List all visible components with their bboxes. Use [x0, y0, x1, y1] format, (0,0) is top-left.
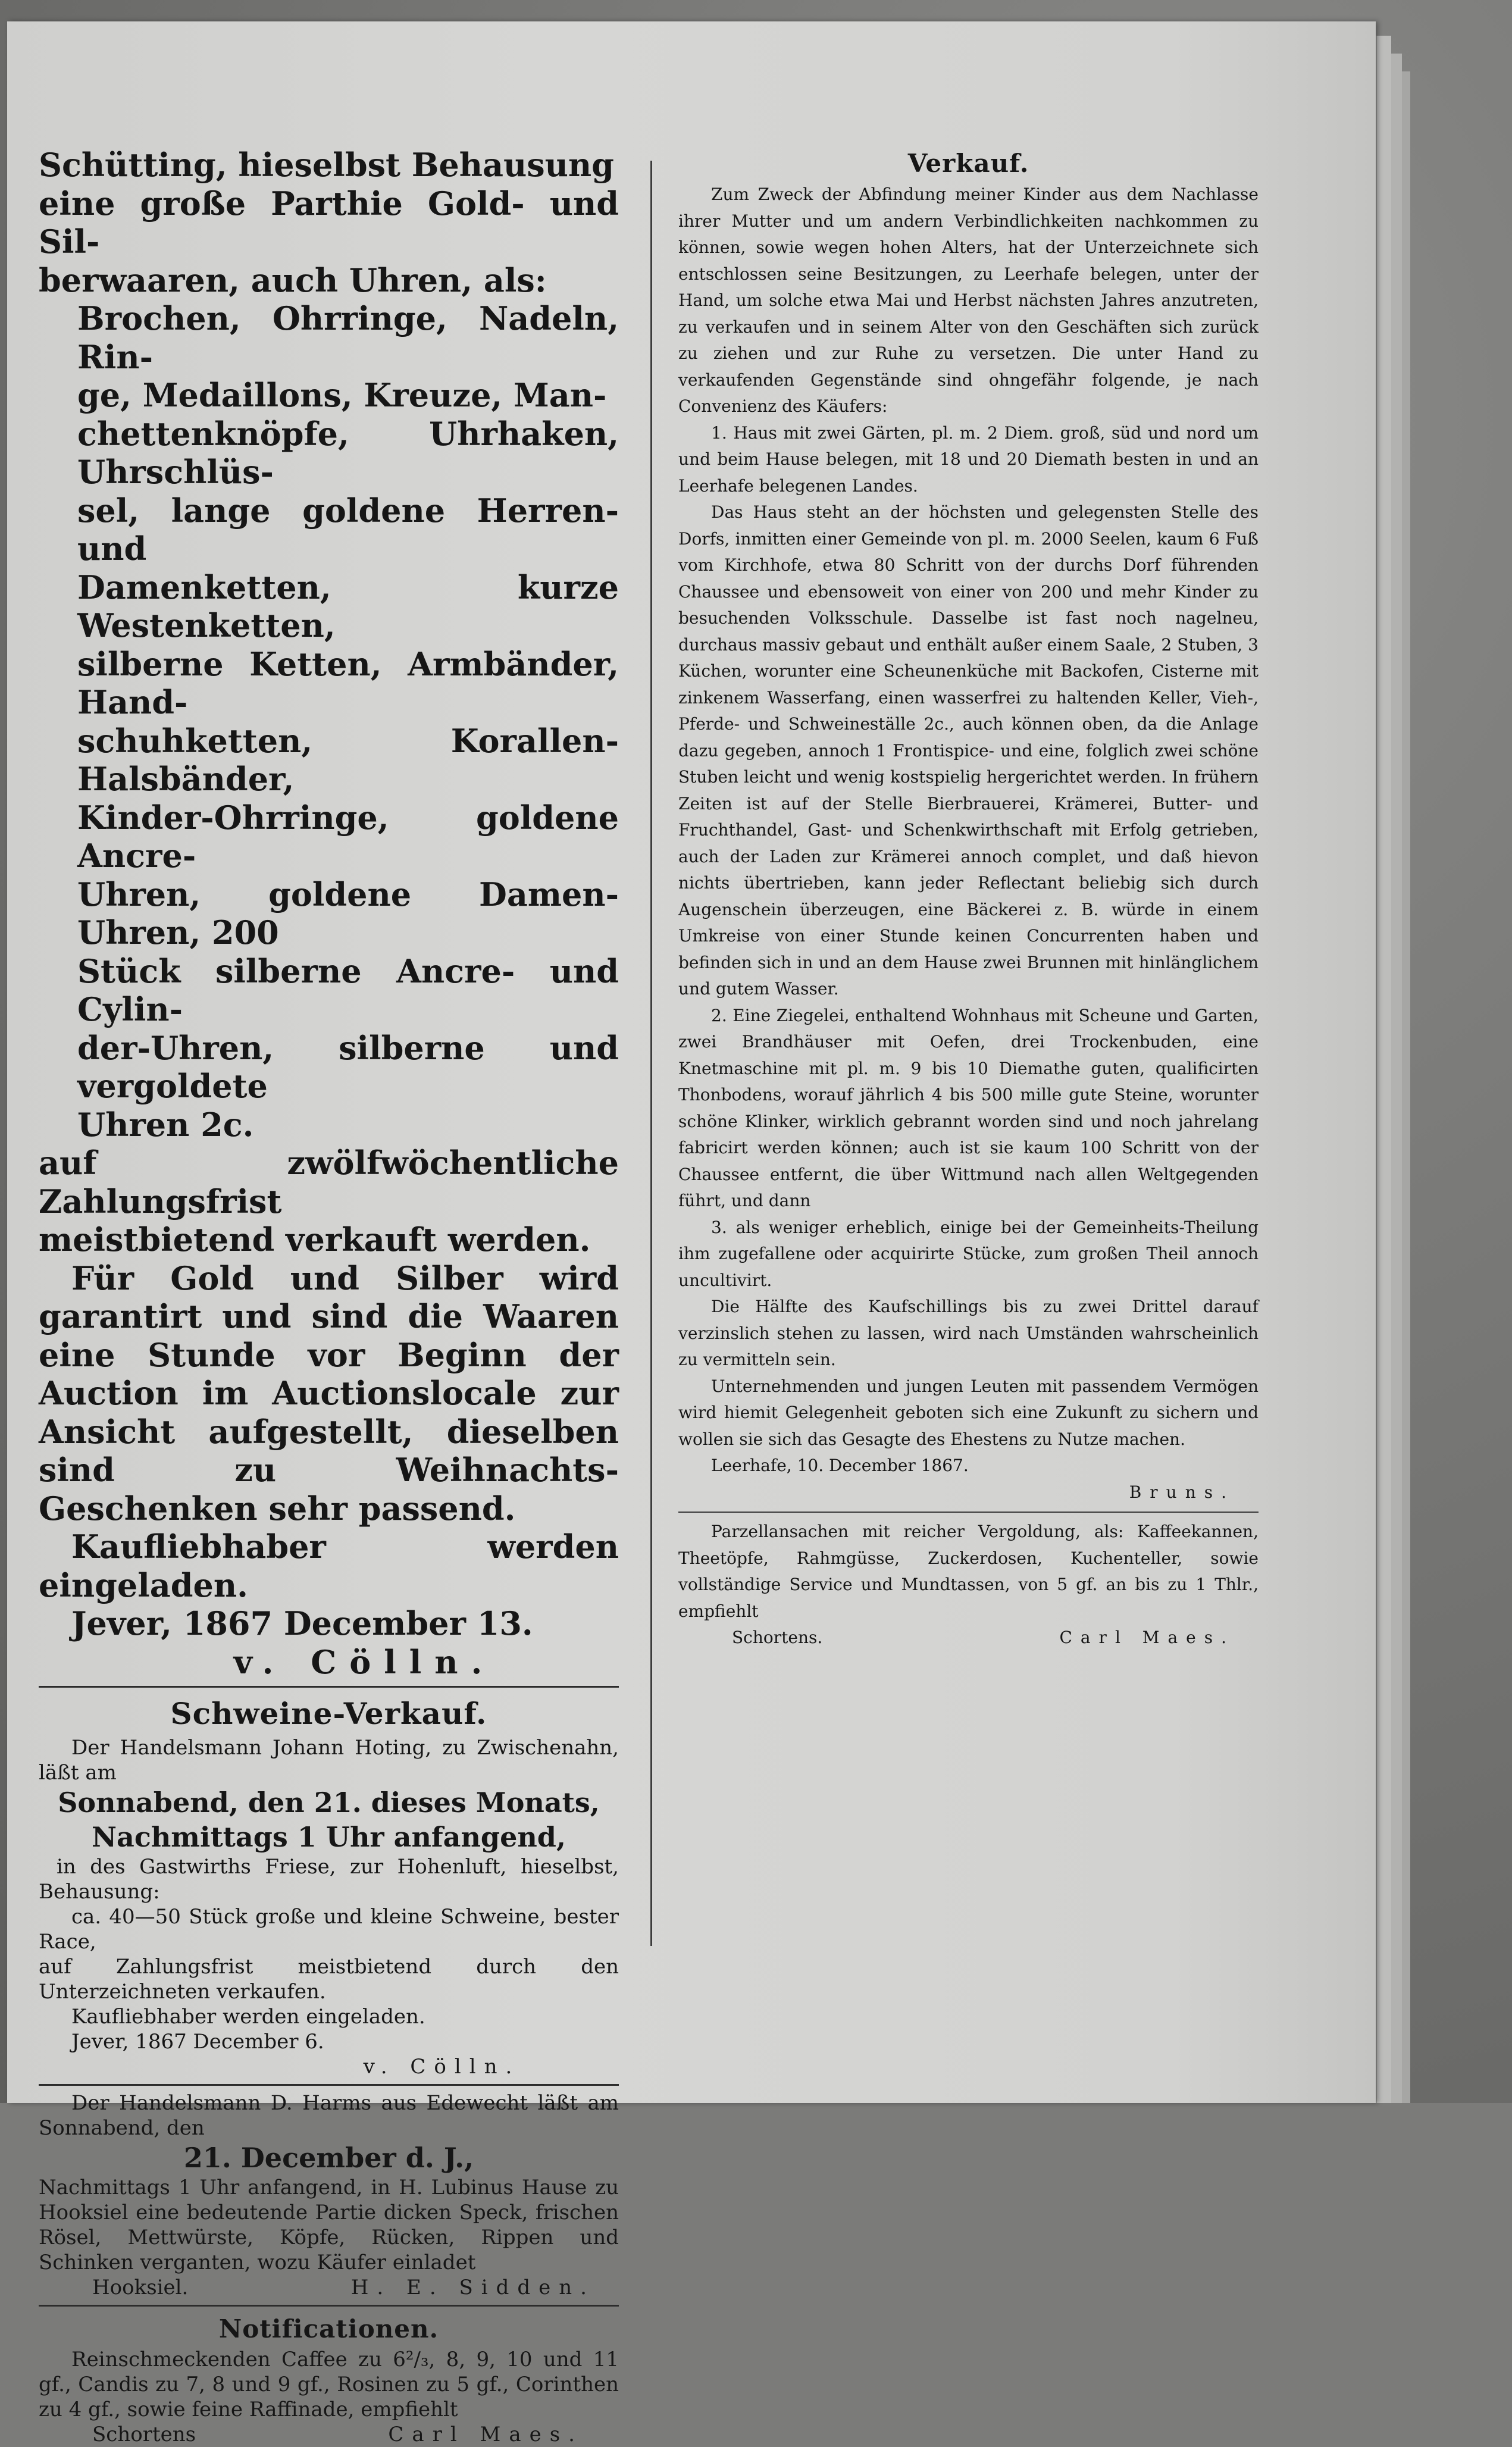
ad-body: in des Gastwirths Friese, zur Hohenluft, hieselbst, Behausung:: [39, 1855, 619, 1904]
ad-paragraph: Die Hälfte des Kaufschillings bis zu zwei Drittel darauf verzinslich stehen zu lassen, wird nach Umständen wahrscheinlich zu vermitteln sein.: [678, 1297, 1259, 1369]
page-edge: [1390, 54, 1402, 2103]
list-line: der-Uhren, silberne und vergoldete: [77, 1028, 619, 1105]
sale-terms: auf Zahlungsfrist meistbietend durch den Unterzeichneten verkaufen.: [39, 1955, 619, 2004]
page-edge: [1376, 36, 1391, 2103]
place-date: Jever, 1867 December 13.: [71, 1604, 533, 1642]
sale-date: Sonnabend, den 21. dieses Monats,: [58, 1786, 600, 1819]
ad-body: Nachmittags 1 Uhr anfangend, in H. Lubinus Hause zu Hooksiel eine bedeutende Partie dicken Speck, frischen Rösel, Mettwürste, Köpfe, Rücken, Rippen und Schinken verganten, wozu Käufer einladet: [39, 2176, 619, 2274]
list-line: Uhren 2c.: [77, 1105, 254, 1144]
place-date: Jever, 1867 December 6.: [71, 2030, 324, 2054]
list-line: Brochen, Ohrringe, Nadeln, Rin-: [77, 299, 619, 376]
list-line: Uhren, goldene Damen-Uhren, 200: [77, 875, 619, 952]
signature: v. Cölln.: [363, 2055, 521, 2079]
guarantee-paragraph: Für Gold und Silber wird garantirt und sind die Waaren eine Stunde vor Beginn der Auction im Auctionslocale zur Ansicht aufgestellt, dieselben sind zu Weihnachts-Geschenken sehr passend.: [39, 1259, 619, 1528]
signature-row: [39, 2275, 619, 2300]
section-rule: [39, 1686, 619, 1688]
ad-item: 2. Eine Ziegelei, enthaltend Wohnhaus mit Scheune und Garten, zwei Brandhäuser mit Oefen, drei Trockenbuden, eine Knetmaschine mit pl. m. 9 bis 10 Diemathe guten, qualificirten Thonbodens, worauf jährlich 4 bis 500 mille gute Steine, worunter schöne Klinker, wirklich gebrannt worden sind und noch jahrelang fabricirt werden können; auch ist sie kaum 100 Schritt von der Chaussee entfernt, die über Wittmund nach allen Weltgegenden führt, und dann: [678, 1005, 1259, 1210]
ad-item: 1. Haus mit zwei Gärten, pl. m. 2 Diem. groß, süd und nord um und beim Hause belegen, mit 18 und 20 Diemath besten in und an Leerhafe belegenen Landes.: [678, 423, 1259, 496]
list-line: sel, lange goldene Herren- und: [77, 491, 619, 568]
ad-line: Schütting, hieselbst Behausung: [39, 146, 614, 184]
column-divider: [650, 161, 652, 1946]
left-column: [39, 146, 619, 2447]
signature: v. Cölln.: [233, 1642, 496, 1681]
signature: Bruns.: [1129, 1482, 1235, 1502]
section-rule: [39, 2084, 619, 2086]
ad-line: eine große Parthie Gold- und Sil-: [39, 184, 619, 261]
ad-heading: Notificationen.: [218, 2314, 439, 2343]
sale-item: ca. 40—50 Stück große und kleine Schweine, bester Race,: [39, 1905, 619, 1954]
page-edge: [1401, 71, 1410, 2103]
ad-bacon-sale: [39, 2091, 619, 2300]
ad-line: berwaaren, auch Uhren, als:: [39, 261, 547, 299]
signature-row: [678, 1625, 1259, 1651]
place: Schortens: [92, 2423, 196, 2446]
ad-heading: Schweine-Verkauf.: [170, 1696, 487, 1731]
ad-intro: Der Handelsmann Johann Hoting, zu Zwischenahn, läßt am: [39, 1736, 619, 1785]
place: Schortens.: [732, 1628, 823, 1647]
list-line: schuhketten, Korallen-Halsbänder,: [77, 721, 619, 798]
ad-intro: Der Handelsmann D. Harms aus Edewecht läßt am Sonnabend, den: [39, 2091, 619, 2140]
list-line: chettenknöpfe, Uhrhaken, Uhrschlüs-: [77, 414, 619, 491]
sale-time: Nachmittags 1 Uhr anfangend,: [91, 1821, 566, 1853]
ad-paragraph: Das Haus steht an der höchsten und gelegensten Stelle des Dorfs, inmitten einer Gemeinde von pl. m. 2000 Seelen, kaum 6 Fuß vom Kirchhofe, etwa 80 Schritt von der durchs Dorf führenden Chaussee und ebensoweit von einer von 200 und mehr Kinder zu besuchenden Volksschule. Dasselbe ist fast noch nagelneu, durchaus massiv gebaut und enthält außer einem Saale, 2 Stuben, 3 Küchen, worunter eine Scheunenküche mit Backofen, Cisterne mit zinkenem Wasserfang, einen wasserfrei zu haltenden Keller, Vieh-, Pferde- und Schweineställe 2c., auch können oben, da die Anlage dazu gegeben, annoch 1 Frontispice- und eine, folglich zwei schöne Stuben leicht und wenig kostspielig hergerichtet werden. In frühern Zeiten ist auf der Stelle Bierbrauerei, Krämerei, Butter- und Fruchthandel, Gast- und Schenkwirthschaft mit Erfolg getrieben, auch der Laden zur Krämerei annoch complet, und daß hievon nichts übertrieben, kann jeder Reflectant beliebig sich durch Augenschein überzeugen, eine Bäckerei z. B. würde in einem Umkreise von einer Stunde keinen Concurrenten haben und befinden sich in und an dem Hause zwei Brunnen mit hinlänglichem und gutem Wasser.: [678, 502, 1259, 999]
ad-jewelry-auction: [39, 146, 619, 1681]
signature: H. E. Sidden.: [350, 2276, 595, 2299]
list-line: Kinder-Ohrringe, goldene Ancre-: [77, 798, 619, 875]
item-list: [39, 299, 619, 1144]
ad-line: meistbietend verkauft werden.: [39, 1221, 591, 1259]
ad-item: 3. als weniger erheblich, einige bei der Gemeinheits-Theilung ihm zugefallene oder acquirirte Stücke, zum großen Theil annoch uncultivirt.: [678, 1217, 1259, 1290]
section-rule: [678, 1512, 1259, 1513]
invitation: Kaufliebhaber werden eingeladen.: [39, 1528, 619, 1604]
ad-pig-sale: [39, 1692, 619, 2079]
list-line: silberne Ketten, Armbänder, Hand-: [77, 644, 619, 721]
ad-notifications: [39, 2311, 619, 2447]
invitation: Kaufliebhaber werden eingeladen.: [71, 2005, 425, 2029]
ad-body: Parzellansachen mit reicher Vergoldung, als: Kaffeekannen, Theetöpfe, Rahmgüsse, Zuckerdosen, Kuchenteller, sowie vollständige Service und Mundtassen, von 5 gf. an bis zu 1 Thlr., empfiehlt: [678, 1522, 1259, 1621]
place: Hooksiel.: [92, 2276, 189, 2299]
signature: Carl Maes.: [1059, 1628, 1235, 1647]
signature: Carl Maes.: [388, 2423, 583, 2446]
sale-date: 21. December d. J.,: [183, 2142, 474, 2174]
section-rule: [39, 2305, 619, 2307]
list-line: ge, Medaillons, Kreuze, Man-: [77, 376, 607, 414]
ad-heading: Verkauf.: [907, 149, 1029, 178]
right-column: [678, 146, 1259, 1651]
signature-row: [39, 2422, 619, 2447]
ad-paragraph: Zum Zweck der Abfindung meiner Kinder aus dem Nachlasse ihrer Mutter und um andern Verbindlichkeiten nachkommen zu können, sowie wegen hohen Alters, hat der Unterzeichnete sich entschlossen seine Besitzungen, zu Leerhafe belegen, unter der Hand, um solche etwa Mai und Herbst nächsten Jahres anzutreten, zu verkaufen und in seinem Alter von den Geschäften sich zurück zu ziehen und zur Ruhe zu versetzen. Die unter Hand zu verkaufenden Gegenstände sind ohngefähr folgende, je nach Convenienz des Käufers:: [678, 184, 1259, 416]
place-date: Leerhafe, 10. December 1867.: [711, 1456, 969, 1475]
ad-body: Reinschmeckenden Caffee zu 6²/₃, 8, 9, 10 und 11 gf., Candis zu 7, 8 und 9 gf., Rosinen zu 5 gf., Corinthen zu 4 gf., sowie feine Raffinade, empfiehlt: [39, 2348, 619, 2421]
ad-property-sale: [678, 146, 1259, 1506]
list-line: Damenketten, kurze Westenketten,: [77, 568, 619, 644]
ad-paragraph: Unternehmenden und jungen Leuten mit passendem Vermögen wird hiemit Gelegenheit geboten sich eine Zukunft zu sichern und wollen sie sich das Gesagte des Ehestens zu Nutze machen.: [678, 1376, 1259, 1449]
ad-line: auf zwölfwöchentliche Zahlungsfrist: [39, 1144, 619, 1221]
ad-porcelain: [678, 1519, 1259, 1651]
list-line: Stück silberne Ancre- und Cylin-: [77, 952, 619, 1028]
